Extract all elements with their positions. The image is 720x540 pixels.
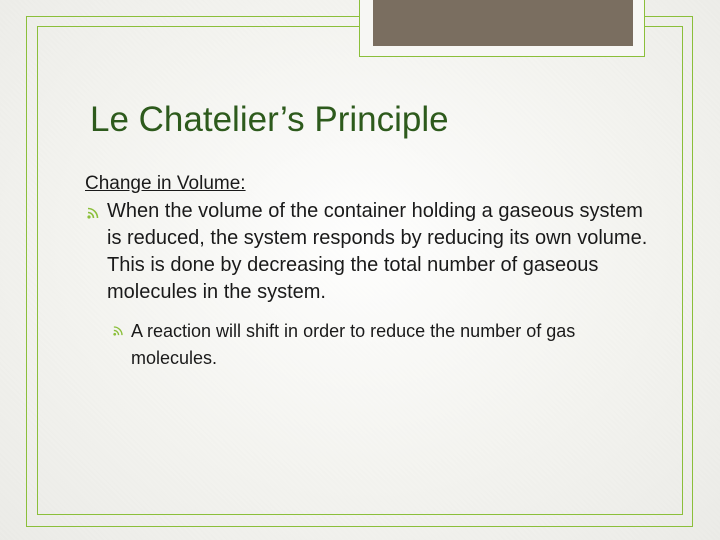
- title-tab-block: [373, 0, 633, 46]
- wifi-signal-icon: [113, 324, 125, 336]
- bullet-text: When the volume of the container holding a gaseous system is reduced, the system responds by reducing its own volume. This is done by decreasing the total number of gaseous molecules in the system.: [107, 200, 648, 303]
- bullet-item: [85, 198, 655, 306]
- sub-bullet-item: [85, 318, 655, 372]
- slide-content: [85, 172, 655, 390]
- section-subheading: Change in Volume:: [85, 173, 246, 194]
- sub-bullet-text: A reaction will shift in order to reduce the number of gas molecules.: [131, 321, 576, 368]
- slide-title: Le Chatelier’s Principle: [90, 100, 449, 139]
- wifi-signal-icon: [87, 205, 101, 219]
